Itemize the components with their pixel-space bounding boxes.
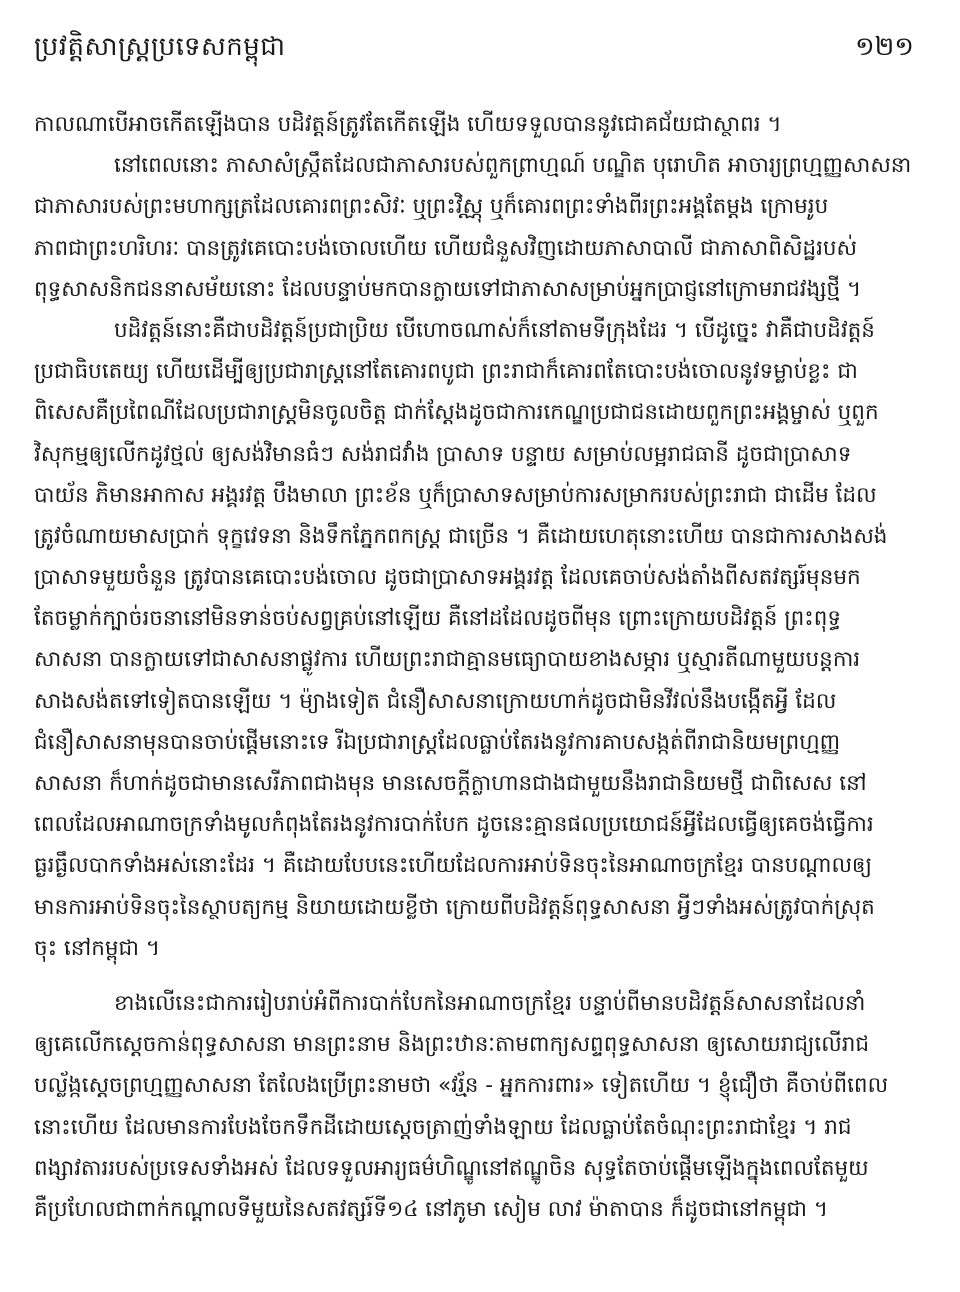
body-text — [34, 104, 920, 1230]
text-line: ប្រាសាទមួយចំនួន ត្រូវបានគេបោះបង់ចោល ដូចជាប្រាសាទអង្គរវត្ត ដែលគេចាប់សង់តាំងពីសតវត្សរ៍មុនមក — [34, 565, 861, 591]
text-line: សាសនា បានក្លាយទៅជាសាសនាផ្លូវការ ហើយព្រះរាជាគ្មានមធ្យោបាយខាងសម្ភារ ឬស្មារតីណាមួយបន្តការ — [34, 647, 861, 673]
text-line: ជាភាសារបស់ព្រះមហាក្សត្រដែលគោរពព្រះសិវៈ ឬព្រះវិស្ណុ ឬក៏គោរពព្រះទាំងពីរព្រះអង្គតែម្តង ក្រោមរូប — [34, 194, 829, 220]
running-header — [34, 22, 920, 70]
text-line: ធ្ងរធ្ងឹលបាកទាំងអស់នោះដែរ ។ គឺដោយបែបនេះហើយដែលការអាប់ទិនចុះនៃអាណាចក្រខ្មែរ បានបណ្តាលឲ្យ — [34, 853, 872, 879]
text-line: ពង្សាវតាររបស់ប្រទេសទាំងអស់ ដែលទទួលអារ្យធម៌ហិណ្ឌូនៅឥណ្ឌូចិន សុទ្ធតែចាប់ផ្តើមឡើងក្នុងពេលតែមួយ — [34, 1155, 869, 1181]
text-line: នៅពេលនោះ ភាសាសំស្ក្រឹតដែលជាភាសារបស់ពួកព្រាហ្មណ៍ បណ្ឌិត បុរោហិត អាចារ្យព្រហ្មញ្ញសាសនា — [114, 153, 912, 179]
text-line: កាលណាបើអាចកើតឡើងបាន បដិវត្តន៍ត្រូវតែកើតឡើង ហើយទទួលបាននូវជោគជ័យជាស្ថាពរ ។ — [34, 112, 782, 137]
text-line: នោះហើយ ដែលមានការបែងចែកទឹកដីដោយស្តេចត្រាញ់ទាំងឡាយ ដែលធ្លាប់តែចំណុះព្រះរាជាខ្មែរ ។ រាជ — [34, 1114, 852, 1140]
text-line: មានការអាប់ទិនចុះនៃស្ថាបត្យកម្ម និយាយដោយខ្លីថា ក្រោយពីបដិវត្តន៍ពុទ្ធសាសនា អ្វីៗទាំងអស់ត្រូវបាក់ស្រុត — [34, 894, 875, 920]
paragraph-gap — [34, 969, 920, 983]
paragraph — [34, 310, 920, 969]
text-line: ប្រជាធិបតេយ្យ ហើយដើម្បីឲ្យប្រជារាស្ត្រនៅតែគោរពបូជា ព្រះរាជាក៏គោរពតែបោះបង់ចោលនូវទម្លាប់ខ្លះ ជា — [34, 359, 858, 385]
paragraph — [34, 983, 920, 1230]
text-line: បដិវត្តន៍នោះគឺជាបដិវត្តន៍ប្រជាប្រិយ បើហោចណាស់ក៏នៅតាមទីក្រុងដែរ ។ បើដូច្នេះ វាគឺជាបដិវត្តន៍ — [114, 317, 875, 343]
text-line: បាយ័ន ភិមានអាកាស អង្គរវត្ត បឹងមាលា ព្រះខ័ន ឬក៏ប្រាសាទសម្រាប់ការសម្រាករបស់ព្រះរាជា ជាដើម ដែល — [34, 482, 877, 508]
paragraph — [34, 145, 920, 310]
text-line: ខាងលើនេះជាការរៀបរាប់អំពីការបាក់បែកនៃអាណាចក្រខ្មែរ បន្ទាប់ពីមានបដិវត្តន៍សាសនាដែលនាំ — [114, 990, 866, 1016]
text-line: ពេលដែលអាណាចក្រទាំងមូលកំពុងតែរងនូវការបាក់បែក ដូចនេះគ្មានផលប្រយោជន៍អ្វីដែលធ្វើឲ្យគេចង់ធ្វើការ — [34, 812, 874, 838]
text-line: សាងសង់តទៅទៀតបានឡើយ ។ ម៉្យាងទៀត ជំនឿសាសនាក្រោយហាក់ដូចជាមិនវីវល់នឹងបង្កើតអ្វី ដែល — [34, 688, 837, 714]
text-line: ជំនឿសាសនាមុនបានចាប់ផ្តើមនោះទេ រីឯប្រជារាស្ត្រដែលធ្លាប់តែរងនូវការគាបសង្កត់ពីរាជានិយមព្រហ្មញ្ញ — [34, 729, 841, 755]
text-line: សាសនា ក៏ហាក់ដូចជាមានសេរីភាពជាងមុន មានសេចក្តីក្លាហានជាងជាមួយនឹងរាជានិយមថ្មី ជាពិសេស នៅ — [34, 771, 867, 796]
text-line: បល្ល័ង្កស្តេចព្រហ្មញ្ញសាសនា តែលែងប្រើព្រះនាមថា «វរ្ម័ន - អ្នកការពារ» ទៀតហើយ ។ ខ្ញុំជឿថា គឺចាប់ពីពេល — [34, 1073, 889, 1099]
text-line: ត្រូវចំណាយមាសប្រាក់ ទុក្ខវេទនា និងទឹកភ្នែកពកស្ត្រ ជាច្រើន ។ គឺដោយហេតុនោះហើយ បានជាការសាងសង់ — [34, 523, 888, 549]
text-line: ពុទ្ធសាសនិកជននាសម័យនោះ ដែលបន្ទាប់មកបានក្លាយទៅជាភាសាសម្រាប់អ្នកប្រាជ្ញនៅក្រោមរាជវង្សថ្មី ។ — [34, 276, 862, 302]
text-line: គឺប្រហែលជាពាក់កណ្តាលទីមួយនៃសតវត្សរ៍ទី១៤ នៅភូមា សៀម លាវ ម៉ាតាបាន ក៏ដូចជានៅកម្ពុជា ។ — [34, 1196, 829, 1222]
text-line: ពិសេសគឺប្រពៃណីដែលប្រជារាស្ត្រមិនចូលចិត្ត ជាក់ស្តែងដូចជាការកេណ្ឌប្រជាជនដោយពួកព្រះអង្គម្ចាស់ ឬពួក — [34, 400, 879, 426]
page-number: ១២១ — [854, 32, 914, 62]
paragraph — [34, 104, 920, 145]
text-line: ឲ្យគេលើកស្តេចកាន់ពុទ្ធសាសនា មានព្រះនាម និងព្រះឋានៈតាមពាក្យសព្ទពុទ្ធសាសនា ឲ្យសោយរាជ្យលើរាជ — [34, 1032, 869, 1058]
text-line: ចុះ នៅកម្ពុជា ។ — [34, 935, 160, 961]
running-title: ប្រវត្តិសាស្ត្រប្រទេសកម្ពុជា — [34, 32, 286, 62]
text-line: វិសុកម្មឲ្យលើកដូវថ្មល់ ឲ្យសង់វិមានធំៗ សង់រាជវាំង ប្រាសាទ បន្ទាយ សម្រាប់លម្អរាជធានី ដូចជាប្រាសាទ — [34, 441, 852, 467]
text-line: ភាពជាព្រះហរិហរៈ បានត្រូវគេបោះបង់ចោលហើយ ហើយជំនួសវិញដោយភាសាបាលី ជាភាសាពិសិដ្ឋរបស់ — [34, 235, 858, 261]
text-line: តែចម្លាក់ក្បាច់រចនានៅមិនទាន់ចប់សព្វគ្រប់នៅឡើយ គឺនៅដដែលដូចពីមុន ព្រោះក្រោយបដិវត្តន៍ ព្រះពុទ្ធ — [34, 606, 842, 632]
